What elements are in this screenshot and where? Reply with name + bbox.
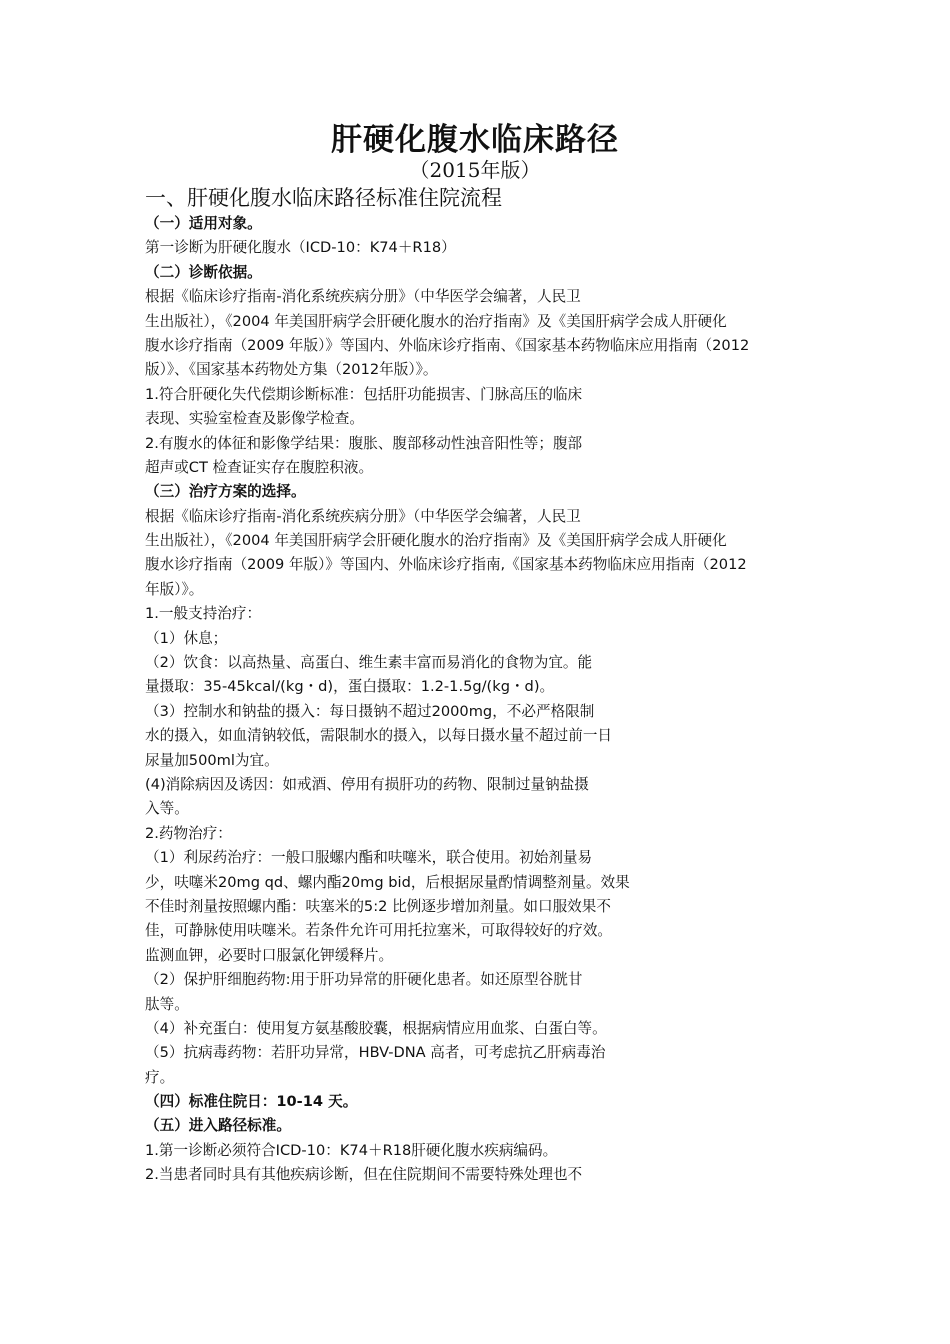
text-line: 第一诊断为肝硬化腹水（ICD-10：K74＋R18） [145, 239, 456, 257]
text-line: （1）利尿药治疗：一般口服螺内酯和呋噻米，联合使用。初始剂量易 [145, 849, 593, 867]
text-line: 根据《临床诊疗指南-消化系统疾病分册》（中华医学会编著，人民卫 [145, 288, 581, 306]
text-line: 版）》、《国家基本药物处方集（2012年版）》。 [145, 361, 438, 379]
text-line: 2.有腹水的体征和影像学结果：腹胀、腹部移动性浊音阳性等；腹部 [145, 434, 583, 452]
text-line: 尿量加500ml为宜。 [145, 751, 279, 769]
document-title: 肝硬化腹水临床路径 [331, 122, 619, 158]
text-line: 入等。 [145, 800, 189, 818]
text-line: 1.第一诊断必须符合ICD-10：K74＋R18肝硬化腹水疾病编码。 [145, 1141, 558, 1159]
text-line: 1.一般支持治疗： [145, 605, 262, 623]
text-line: (4)消除病因及诱因：如戒酒、停用有损肝功的药物、限制过量钠盐摄 [145, 775, 589, 793]
text-line: （4）补充蛋白：使用复方氨基酸胶囊，根据病情应用血浆、白蛋白等。 [145, 1019, 607, 1037]
text-line: 水的摄入，如血清钠较低，需限制水的摄入，以每日摄水量不超过前一日 [145, 727, 613, 745]
text-line: 疗。 [145, 1068, 175, 1086]
text-line: 2.药物治疗： [145, 824, 232, 842]
text-line: （5）抗病毒药物：若肝功异常，HBV-DNA 高者，可考虑抗乙肝病毒治 [145, 1044, 606, 1062]
text-line: 肽等。 [145, 995, 189, 1013]
text-line: 量摄取：35-45kcal/(kg・d)，蛋白摄取：1.2-1.5g/(kg・d)。 [145, 678, 555, 696]
text-line: 表现、实验室检查及影像学检查。 [145, 410, 364, 428]
text-line: 佳，可静脉使用呋噻米。若条件允许可用托拉塞米，可取得较好的疗效。 [145, 922, 613, 940]
text-line: 不佳时剂量按照螺内酯：呋塞米的5:2 比例逐步增加剂量。如口服效果不 [145, 897, 611, 915]
text-line: 年版）》。 [145, 580, 204, 598]
document-body [145, 184, 835, 1188]
text-line: 1.符合肝硬化失代偿期诊断标准：包括肝功能损害、门脉高压的临床 [145, 385, 583, 403]
text-line: 超声或CT 检查证实存在腹腔积液。 [145, 458, 374, 476]
subsection-heading: （四）标准住院日：10-14 天。 [145, 1093, 358, 1111]
subsection-heading: （五）进入路径标准。 [145, 1117, 291, 1135]
text-line: 生出版社），《2004 年美国肝病学会肝硬化腹水的治疗指南》及《美国肝病学会成人肝硬化 [145, 312, 727, 330]
subsection-heading: （三）治疗方案的选择。 [145, 483, 306, 501]
subsection-heading: （二）诊断依据。 [145, 263, 262, 281]
section-heading: 一、肝硬化腹水临床路径标准住院流程 [145, 186, 502, 210]
text-line: （3）控制水和钠盐的摄入：每日摄钠不超过2000mg，不必严格限制 [145, 702, 595, 720]
text-line: （2）保护肝细胞药物:用于肝功异常的肝硬化患者。如还原型谷胱甘 [145, 971, 583, 989]
document-subtitle: （2015年版） [409, 158, 541, 182]
text-line: 腹水诊疗指南（2009 年版）》等国内、外临床诊疗指南、《国家基本药物临床应用指南（2012 [145, 336, 750, 354]
text-line: 2.当患者同时具有其他疾病诊断，但在住院期间不需要特殊处理也不 [145, 1166, 583, 1184]
text-line: 腹水诊疗指南（2009 年版）》等国内、外临床诊疗指南,《国家基本药物临床应用指南（2012 [145, 556, 747, 574]
text-line: （1）休息； [145, 629, 228, 647]
subsection-heading: （一）适用对象。 [145, 215, 262, 232]
text-line: 生出版社），《2004 年美国肝病学会肝硬化腹水的治疗指南》及《美国肝病学会成人肝硬化 [145, 532, 727, 550]
text-line: （2）饮食：以高热量、高蛋白、维生素丰富而易消化的食物为宜。能 [145, 654, 593, 672]
paragraph-lines [145, 212, 835, 1188]
text-line: 根据《临床诊疗指南-消化系统疾病分册》（中华医学会编著，人民卫 [145, 507, 581, 525]
text-line: 监测血钾，必要时口服氯化钾缓释片。 [145, 946, 394, 964]
text-line: 少，呋噻米20mg qd、螺内酯20mg bid，后根据尿量酌情调整剂量。效果 [145, 873, 630, 891]
